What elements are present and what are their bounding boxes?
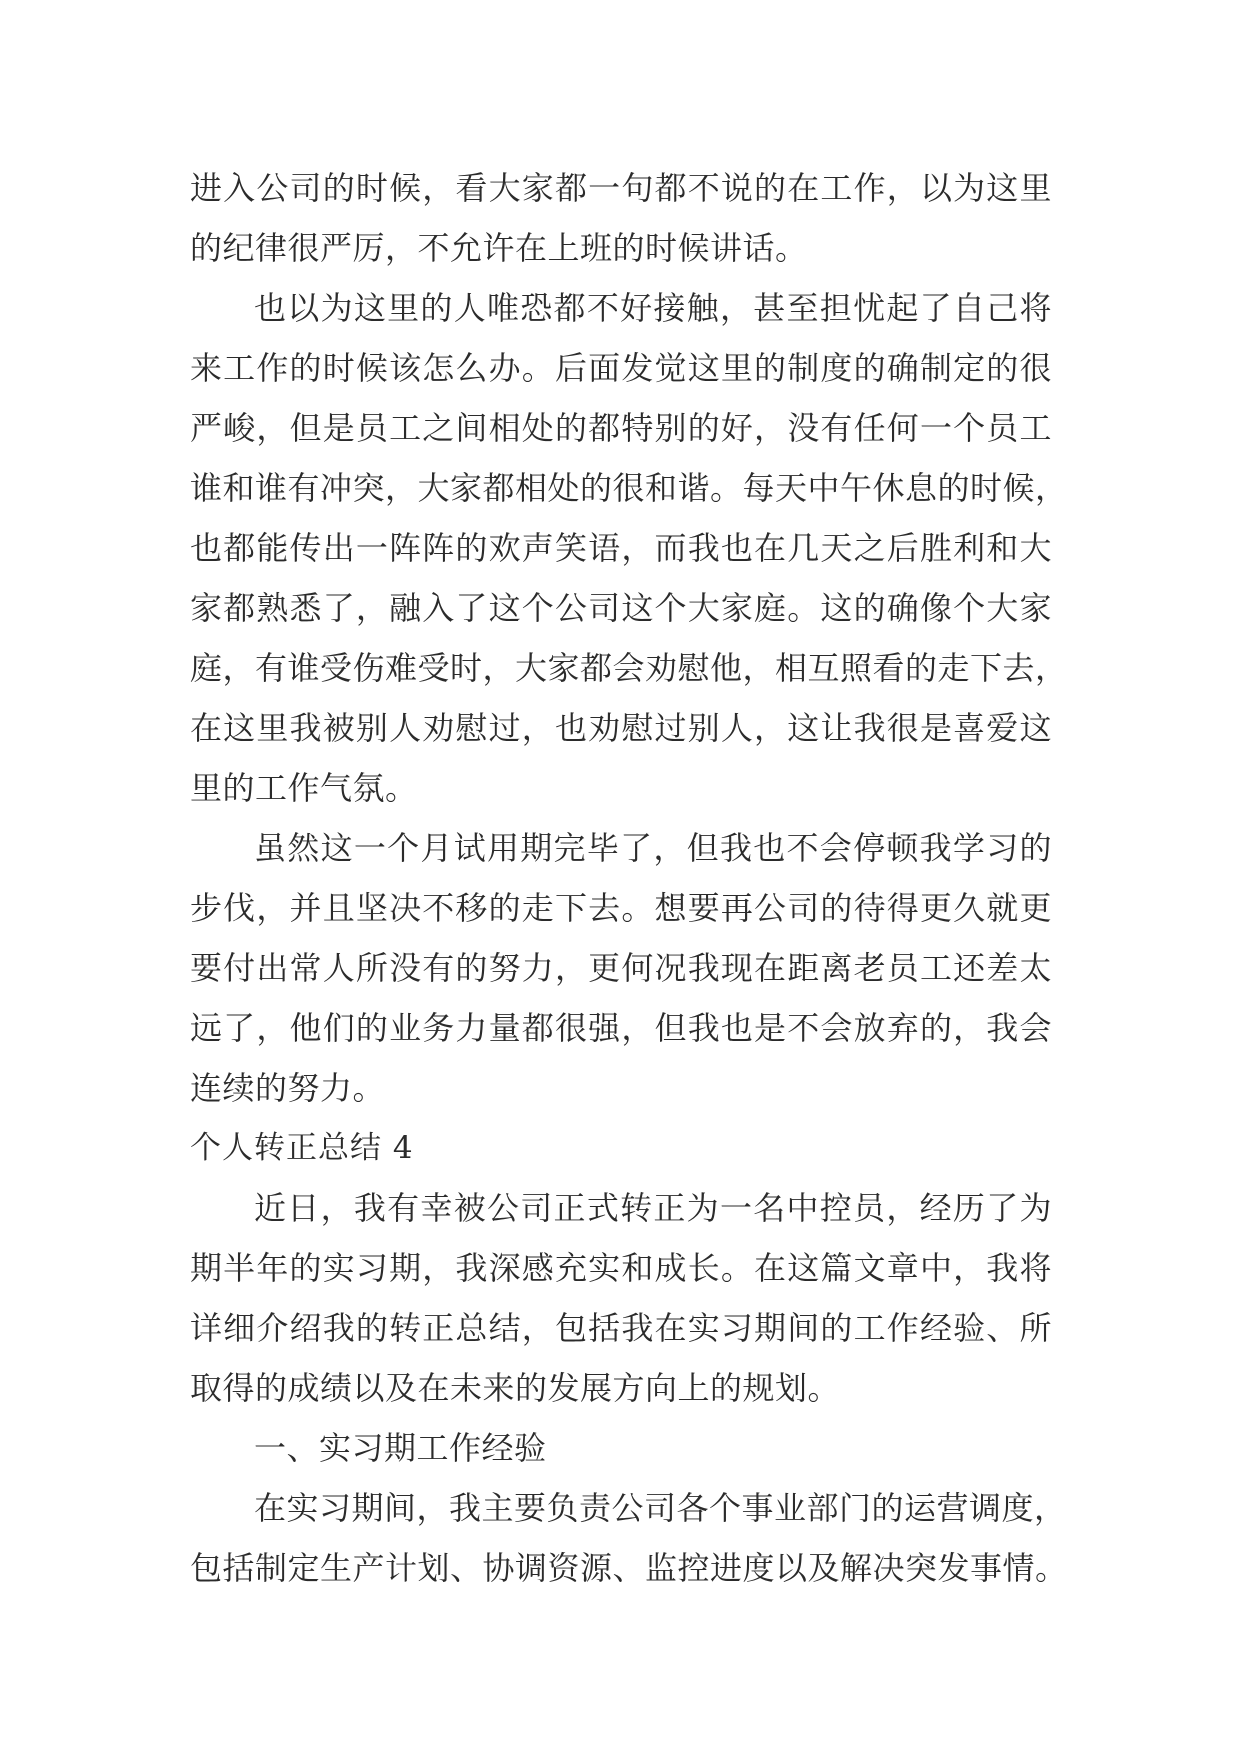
subsection-heading: 一、实习期工作经验 xyxy=(254,1429,547,1467)
text-line: 详细介绍我的转正总结，包括我在实习期间的工作经验、所 xyxy=(190,1309,1052,1347)
text-line: 远了，他们的业务力量都很强，但我也是不会放弃的，我会 xyxy=(190,1009,1052,1047)
text-line: 步伐，并且坚决不移的走下去。想要再公司的待得更久就更 xyxy=(190,889,1052,927)
text-line: 来工作的时候该怎么办。后面发觉这里的制度的确制定的很 xyxy=(190,349,1052,387)
text-line: 谁和谁有冲突，大家都相处的很和谐。每天中午休息的时候， xyxy=(190,469,1068,507)
text-line: 取得的成绩以及在未来的发展方向上的规划。 xyxy=(190,1369,841,1407)
text-line: 连续的努力。 xyxy=(190,1069,386,1107)
document-page xyxy=(190,158,1068,1598)
text-line: 在这里我被别人劝慰过，也劝慰过别人，这让我很是喜爱这 xyxy=(190,709,1052,747)
text-line: 进入公司的时候，看大家都一句都不说的在工作，以为这里 xyxy=(190,169,1052,207)
text-line: 也都能传出一阵阵的欢声笑语，而我也在几天之后胜利和大 xyxy=(190,529,1052,567)
text-line: 严峻，但是员工之间相处的都特别的好，没有任何一个员工 xyxy=(190,409,1052,447)
text-line: 在实习期间，我主要负责公司各个事业部门的运营调度， xyxy=(254,1489,1067,1527)
text-line: 庭，有谁受伤难受时，大家都会劝慰他，相互照看的走下去， xyxy=(190,649,1068,687)
text-line: 里的工作气氛。 xyxy=(190,769,418,807)
text-line: 要付出常人所没有的努力，更何况我现在距离老员工还差太 xyxy=(190,949,1052,987)
text-line: 家都熟悉了，融入了这个公司这个大家庭。这的确像个大家 xyxy=(190,589,1052,627)
text-line: 期半年的实习期，我深感充实和成长。在这篇文章中，我将 xyxy=(190,1249,1052,1287)
text-line: 虽然这一个月试用期完毕了，但我也不会停顿我学习的 xyxy=(254,829,1052,867)
text-line: 的纪律很严厉，不允许在上班的时候讲话。 xyxy=(190,229,808,267)
text-line: 也以为这里的人唯恐都不好接触，甚至担忧起了自己将 xyxy=(254,289,1052,327)
section-heading: 个人转正总结 4 xyxy=(190,1130,414,1166)
text-line: 包括制定生产计划、协调资源、监控进度以及解决突发事情。 xyxy=(190,1549,1068,1587)
text-line: 近日，我有幸被公司正式转正为一名中控员，经历了为 xyxy=(254,1189,1052,1227)
